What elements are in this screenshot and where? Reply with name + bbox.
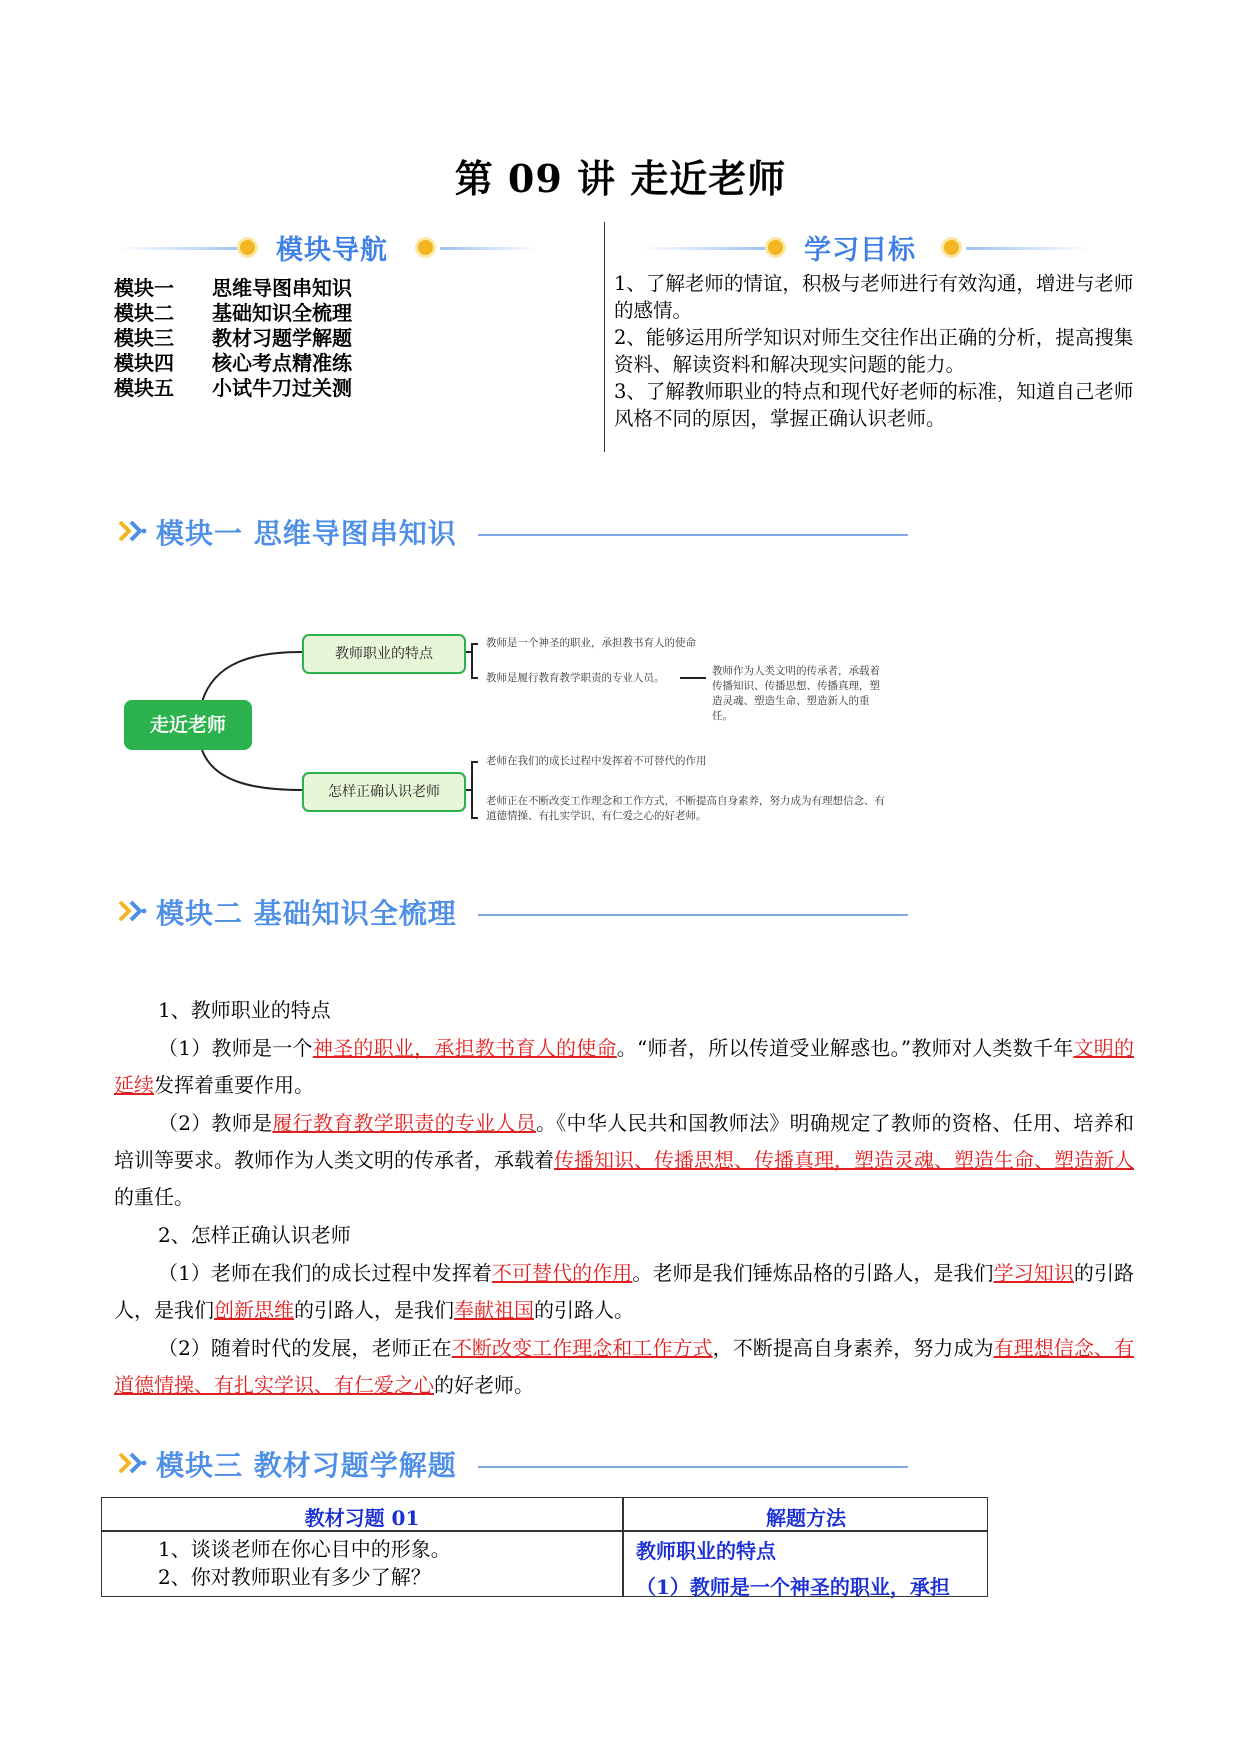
- key-phrase: 有理想信念、有道德情操、有扎实学识、有仁爱之心: [114, 1336, 1135, 1397]
- key-phrase: 不可替代的作用: [491, 1261, 633, 1285]
- mind-map-leaf: 老师正在不断改变工作理念和工作方式，不断提高自身素养，努力成为有理想信念、有道德情操、有扎实学识、有仁爱之心的好老师。: [486, 795, 885, 822]
- nav-banner: [118, 228, 538, 268]
- table-header-exercise: 教材习题 01: [304, 1506, 420, 1530]
- section-header-3: [118, 1442, 908, 1486]
- goals-banner: [640, 228, 1090, 268]
- nav-item[interactable]: 模块四 核心考点精准练: [114, 351, 352, 375]
- nav-heading: 模块导航: [276, 235, 388, 266]
- banner-dot-icon: [418, 240, 433, 255]
- key-phrase: 履行教育教学职责的专业人员: [272, 1111, 536, 1135]
- section-rule: [478, 1466, 908, 1468]
- mind-map-leaf: 老师在我们的成长过程中发挥着不可替代的作用: [486, 755, 707, 767]
- key-phrase: 学习知识: [993, 1261, 1074, 1285]
- section-title: 模块一 思维导图串知识: [156, 517, 457, 550]
- double-chevron-icon: [118, 1450, 148, 1476]
- page-title: 第 09 讲 走近老师: [454, 156, 787, 201]
- method-text: （1）教师是一个神圣的职业，承担: [636, 1575, 950, 1599]
- banner-line-left: [118, 247, 248, 250]
- mind-map-leaf: 教师是履行教育教学职责的专业人员。: [486, 672, 665, 684]
- mind-map-node: 教师职业的特点: [302, 634, 466, 674]
- goal-item: 3、了解教师职业的特点和现代好老师的标准，知道自己老师风格不同的原因，掌握正确认识老师。: [614, 380, 1134, 430]
- mind-map-node: 怎样正确认识老师: [302, 772, 466, 812]
- column-divider: [604, 222, 605, 452]
- banner-dot-icon: [240, 240, 255, 255]
- goal-item: 2、能够运用所学知识对师生交往作出正确的分析，提高搜集资料、解读资料和解决现实问题的能力。: [614, 326, 1134, 376]
- section-title: 模块三 教材习题学解题: [156, 1449, 457, 1482]
- mind-map-leaf: 教师作为人类文明的传承者，承载着传播知识、传播思想、传播真理，塑造灵魂、塑造生命、塑造新人的重任。: [712, 665, 880, 722]
- key-phrase: 传播知识、传播思想、传播真理，塑造灵魂、塑造生命、塑造新人: [554, 1148, 1134, 1172]
- double-chevron-icon: [118, 898, 148, 924]
- table-header-method: 解题方法: [766, 1506, 846, 1530]
- double-chevron-icon: [118, 518, 148, 544]
- nav-item[interactable]: 模块五 小试牛刀过关测: [114, 376, 352, 400]
- exercise-question: 2、你对教师职业有多少了解？: [158, 1565, 431, 1589]
- key-phrase: 奉献祖国: [454, 1298, 534, 1322]
- subheading: 1、教师职业的特点: [158, 998, 331, 1022]
- module-nav-list: [114, 276, 352, 401]
- section-header-1: [118, 510, 908, 554]
- nav-item[interactable]: 模块一 思维导图串知识: [114, 276, 352, 300]
- banner-line-right: [966, 247, 1090, 250]
- nav-item[interactable]: 模块三 教材习题学解题: [114, 326, 352, 350]
- section-rule: [478, 534, 908, 536]
- banner-dot-icon: [944, 240, 959, 255]
- body-paragraph: （1）老师在我们的成长过程中发挥着不可替代的作用。老师是我们锤炼品格的引路人，是我们学习知识的引路人，是我们创新思维的引路人，是我们奉献祖国的引路人。: [114, 1261, 1135, 1322]
- method-heading: 教师职业的特点: [636, 1539, 776, 1563]
- learning-goals: [614, 270, 1134, 432]
- goal-item: 1、了解老师的情谊，积极与老师进行有效沟通，增进与老师的感情。: [614, 272, 1134, 322]
- body-paragraph: （2）教师是履行教育教学职责的专业人员。《中华人民共和国教师法》明确规定了教师的资格、任用、培养和培训等要求。教师作为人类文明的传承者，承载着传播知识、传播思想、传播真理，塑造灵魂、塑造生命、塑造新人的重任。: [114, 1111, 1134, 1209]
- goals-heading: 学习目标: [804, 235, 916, 266]
- mind-map-leaf: 教师是一个神圣的职业，承担教书育人的使命: [486, 637, 696, 649]
- exercise-table: [101, 1497, 988, 1597]
- key-phrase: 神圣的职业，承担教书育人的使命: [312, 1036, 617, 1060]
- nav-item[interactable]: 模块二 基础知识全梳理: [114, 301, 352, 325]
- mind-map-root: 走近老师: [124, 700, 252, 750]
- section-rule: [478, 914, 908, 916]
- body-paragraph: （2）随着时代的发展，老师正在不断改变工作理念和工作方式，不断提高自身素养，努力成为有理想信念、有道德情操、有扎实学识、有仁爱之心的好老师。: [114, 1336, 1135, 1397]
- key-phrase: 不断改变工作理念和工作方式: [451, 1336, 713, 1360]
- mind-map: [114, 622, 894, 822]
- banner-line-right: [440, 247, 538, 250]
- exercise-question: 1、谈谈老师在你心目中的形象。: [158, 1537, 451, 1561]
- section-title: 模块二 基础知识全梳理: [156, 897, 457, 930]
- section-header-2: [118, 890, 908, 934]
- banner-line-left: [640, 247, 770, 250]
- banner-dot-icon: [768, 240, 783, 255]
- body-paragraph: （1）教师是一个神圣的职业，承担教书育人的使命。“师者，所以传道受业解惑也。”教师对人类数千年文明的延续发挥着重要作用。: [114, 1036, 1135, 1097]
- key-phrase: 创新思维: [214, 1298, 294, 1322]
- key-phrase: 文明的延续: [114, 1036, 1135, 1097]
- subheading: 2、怎样正确认识老师: [158, 1223, 351, 1247]
